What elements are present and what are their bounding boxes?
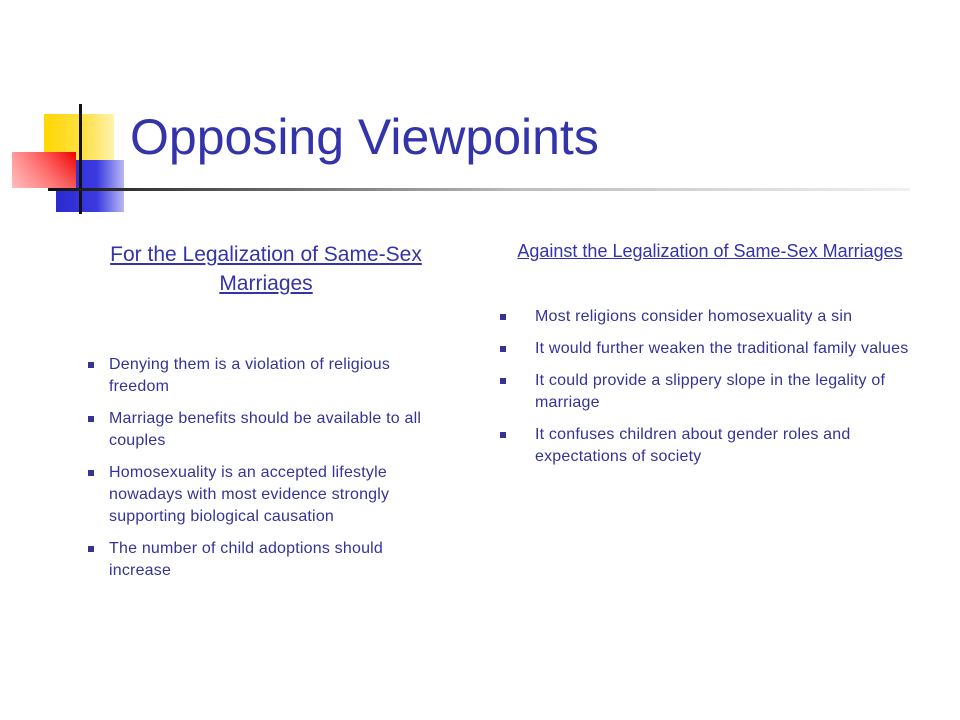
slide-title: Opposing Viewpoints [130,109,599,165]
square-bullet-icon [88,470,94,476]
square-bullet-icon [500,378,506,384]
list-item [84,408,448,452]
list-item-text: It would further weaken the traditional family values [535,340,909,357]
list-item-text: Denying them is a violation of religious freedom [109,356,391,395]
square-bullet-icon [88,362,94,368]
list-item [84,538,448,582]
decorative-red-square-fade [12,152,76,188]
decorative-vertical-line [79,104,82,214]
list-item [84,354,448,398]
against-column [502,238,918,478]
square-bullet-icon [88,416,94,422]
list-item-text: It could provide a slippery slope in the legality of marriage [535,372,886,411]
list-item-text: Marriage benefits should be available to all couples [109,410,422,449]
against-points-list [502,306,918,468]
for-heading: For the Legalization of Same-Sex Marriages [110,243,422,295]
list-item [84,462,448,528]
for-column [84,240,448,592]
for-points-list [84,354,448,582]
list-item [502,338,918,360]
list-item-text: Most religions consider homosexuality a sin [535,308,853,325]
list-item [502,424,918,468]
against-heading: Against the Legalization of Same-Sex Marriages [517,241,903,261]
title-underline-rule [48,188,910,191]
list-item [502,370,918,414]
list-item-text: Homosexuality is an accepted lifestyle nowadays with most evidence strongly supporting biological causation [109,464,390,525]
square-bullet-icon [88,546,94,552]
list-item [502,306,918,328]
list-item-text: The number of child adoptions should increase [109,540,384,579]
square-bullet-icon [500,346,506,352]
list-item-text: It confuses children about gender roles and expectations of society [535,426,851,465]
square-bullet-icon [500,432,506,438]
square-bullet-icon [500,314,506,320]
